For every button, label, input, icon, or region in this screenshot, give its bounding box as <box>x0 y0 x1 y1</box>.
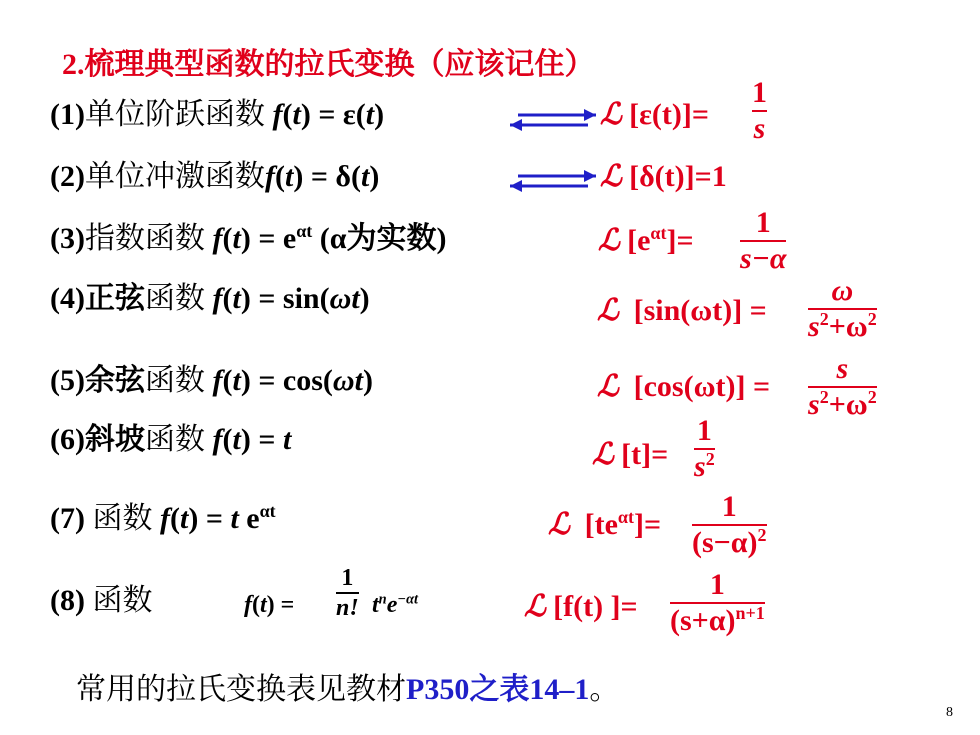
transform-unit-impulse: ℒ [δ(t)]=1 <box>600 159 727 194</box>
transform-ramp: ℒ [t]= <box>592 437 669 472</box>
transform-exponential: ℒ $[e^{\alpha t}]=$ <box>598 223 694 258</box>
row-number: (1) <box>50 98 85 131</box>
row-ramp: (6)斜坡函数 f(t) = t <box>50 423 292 456</box>
page-number: 8 <box>946 705 953 720</box>
row-unit-impulse: (2)单位冲激函数f(t) = δ(t) <box>50 160 380 193</box>
row-power-exponential: (8) 函数 <box>50 584 153 617</box>
fraction: 1 $s^2$ <box>694 414 715 483</box>
fraction: s $s^2+\omega^2$ <box>808 352 877 421</box>
slide-title: 2.梳理典型函数的拉氏变换（应该记住） <box>62 48 595 81</box>
fraction: ω $s^2+\omega^2$ <box>808 274 877 343</box>
formula-tail: $t^ne^{-\alpha t}$ <box>372 591 419 618</box>
row-unit-step: (1)单位阶跃函数 f(t) = ε(t) <box>50 98 385 131</box>
transform-cosine: ℒ [cos(ωt)] = <box>597 369 771 404</box>
double-arrow-icon <box>508 169 598 193</box>
transform-unit-step: ℒ [ε(t)]= <box>600 97 709 132</box>
fraction: 1 n! <box>336 565 359 621</box>
row-cosine: (5)余弦函数 f(t) = cos(ωt) <box>50 364 373 397</box>
laplace-symbol: ℒ <box>600 97 622 132</box>
textbook-reference: P350之表14–1 <box>406 673 590 706</box>
transform-sine: ℒ [sin(ωt)] = <box>597 293 767 328</box>
fraction: 1 $(s+\alpha)^{n+1}$ <box>670 568 765 637</box>
transform-t-exponential: ℒ $[te^{\alpha t}]=$ <box>548 507 662 542</box>
footer-note: 常用的拉氏变换表见教材P350之表14–1。 <box>76 673 620 706</box>
fraction: 1 $(s-\alpha)^2$ <box>692 490 767 559</box>
function-name: 单位阶跃函数 <box>84 98 265 131</box>
row-sine: (4)正弦函数 f(t) = sin(ωt) <box>50 282 370 315</box>
row-t-exponential: (7) 函数 f(t) = t $e^{\alpha t}$ <box>50 501 276 535</box>
formula-f-t: f(t) = <box>244 592 295 618</box>
transform-power-exponential: ℒ [f(t) ]= <box>524 589 638 624</box>
row-exponential: (3)指数函数 $f(t) = e^{\alpha t}$ (α为实数) <box>50 221 447 255</box>
fraction: 1 s−α <box>740 206 787 275</box>
double-arrow-icon <box>508 108 598 132</box>
fraction: 1 s <box>752 76 767 145</box>
